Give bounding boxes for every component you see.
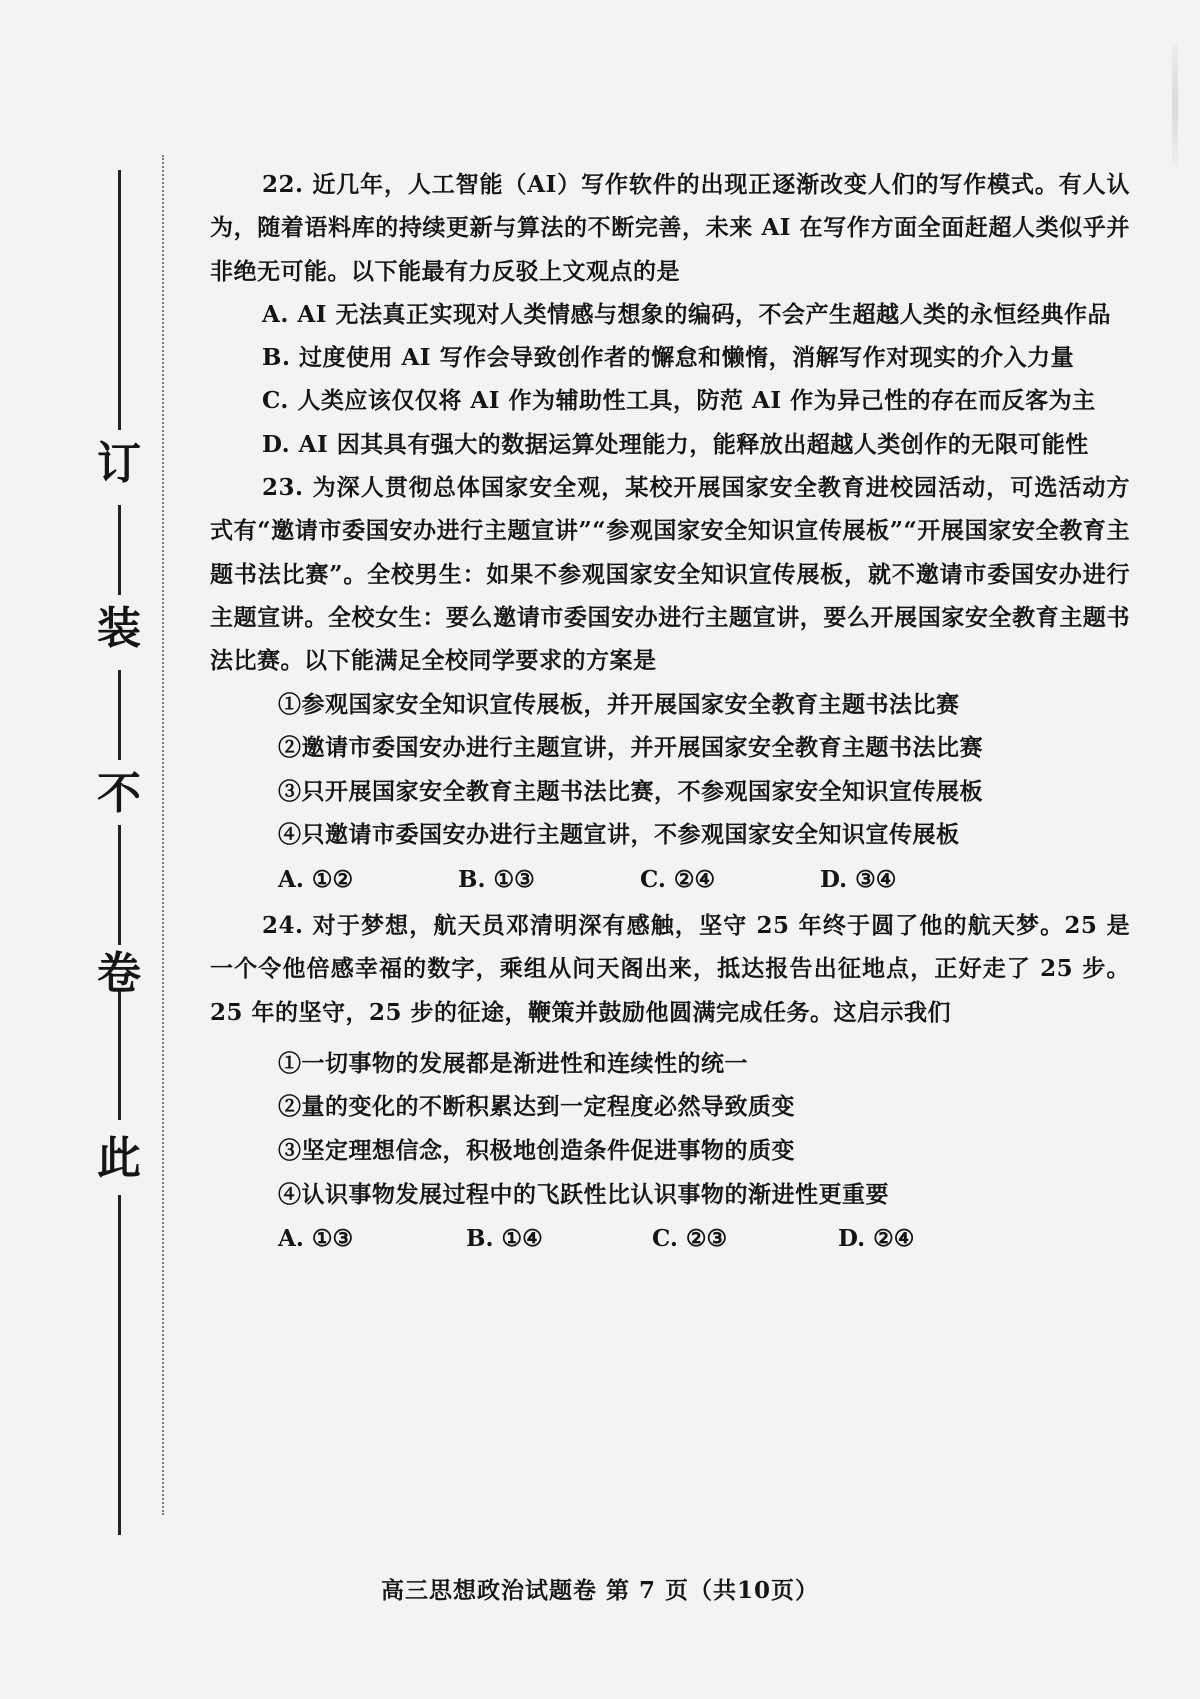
- answer-choice: D. ③④: [820, 865, 897, 893]
- binding-line: [118, 505, 121, 595]
- question-24: [210, 904, 1130, 1261]
- binding-char: 装: [97, 603, 141, 654]
- answer-choice: B. ①④: [466, 1225, 543, 1253]
- option-b: B. 过度使用 AI 写作会导致创作者的懈怠和懒惰，消解写作对现实的介入力量: [262, 344, 1075, 372]
- answer-choice: D. ②④: [838, 1225, 915, 1253]
- answer-choices: [210, 1216, 1130, 1261]
- statement-item: ③坚定理想信念，积极地创造条件促进事物的质变: [278, 1137, 795, 1165]
- questions-content: [210, 163, 1130, 1261]
- statement-item: ②邀请市委国安办进行主题宣讲，并开展国家安全教育主题书法比赛: [278, 734, 983, 762]
- question-stem: 23. 为深人贯彻总体国家安全观，某校开展国家安全教育进校园活动，可选活动方式有“邀请市委国安办进行主题宣讲”“参观国家安全知识宣传展板”“开展国家安全教育主题书法比赛”。全校男生：如果不参观国家安全知识宣传展板，就不邀请市委国安办进行主题宣讲。全校女生：要么邀请市委国安办进行主题宣讲，要么开展国家安全教育主题书法比赛。以下能满足全校同学要求的方案是: [210, 474, 1130, 675]
- answer-choice: A. ①③: [278, 1225, 354, 1253]
- statement-item: ④只邀请市委国安办进行主题宣讲，不参观国家安全知识宣传展板: [278, 821, 960, 849]
- binding-char: 卷: [97, 948, 141, 999]
- binding-line: [118, 825, 121, 945]
- binding-char: 订: [97, 438, 141, 489]
- statement-item: ④认识事物发展过程中的飞跃性比认识事物的渐进性更重要: [278, 1180, 889, 1208]
- answer-choice: C. ②④: [640, 865, 716, 893]
- answer-choices: [210, 857, 1130, 902]
- page-footer: 高三思想政治试题卷 第 7 页（共10页）: [380, 1577, 820, 1604]
- binding-char: 此: [97, 1133, 141, 1184]
- binding-line: [118, 170, 121, 430]
- statement-item: ③只开展国家安全教育主题书法比赛，不参观国家安全知识宣传展板: [278, 777, 983, 805]
- binding-line: [118, 1195, 121, 1535]
- answer-choice: B. ①③: [458, 865, 535, 893]
- statement-item: ①一切事物的发展都是渐进性和连续性的统一: [278, 1049, 748, 1077]
- binding-line: [118, 990, 121, 1120]
- option-a: A. AI 无法真正实现对人类情感与想象的编码，不会产生超越人类的永恒经典作品: [262, 300, 1111, 328]
- scan-artifact: [1172, 45, 1178, 165]
- answer-choice: A. ①②: [278, 865, 354, 893]
- question-stem: 24. 对于梦想，航天员邓清明深有感触，坚守 25 年终于圆了他的航天梦。25 是一个令他倍感幸福的数字，乘组从问天阁出来，抵达报告出征地点，正好走了 25 步。25 年的坚守，25 步的征途，鞭策并鼓励他圆满完成任务。这启示我们: [210, 911, 1130, 1026]
- answer-choice: C. ②③: [652, 1225, 728, 1253]
- question-23: [210, 466, 1130, 902]
- binding-line: [118, 670, 121, 760]
- statement-item: ①参观国家安全知识宣传展板，并开展国家安全教育主题书法比赛: [278, 690, 960, 718]
- binding-dotted-line: [162, 155, 164, 1515]
- question-22: [210, 163, 1130, 466]
- option-c: C. 人类应该仅仅将 AI 作为辅助性工具，防范 AI 作为异己性的存在而反客为主: [262, 387, 1096, 415]
- option-d: D. AI 因其具有强大的数据运算处理能力，能释放出超越人类创作的无限可能性: [262, 430, 1089, 458]
- binding-char: 不: [97, 768, 141, 819]
- question-stem: 22. 近几年，人工智能（AI）写作软件的出现正逐渐改变人们的写作模式。有人认为，随着语料库的持续更新与算法的不断完善，未来 AI 在写作方面全面赶超人类似乎并非绝无可能。以下能最有力反驳上文观点的是: [210, 171, 1130, 285]
- statement-item: ②量的变化的不断积累达到一定程度必然导致质变: [278, 1093, 795, 1121]
